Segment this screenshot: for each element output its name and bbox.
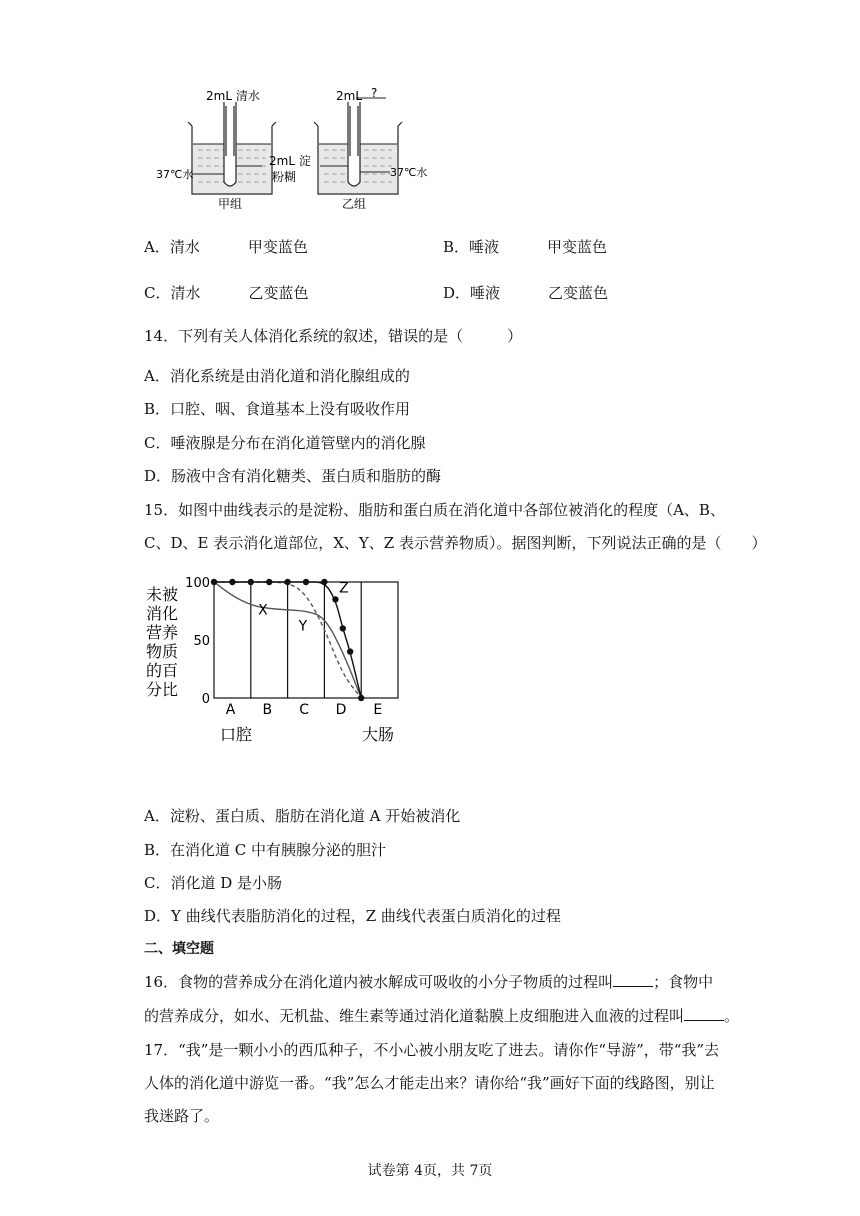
q17-line3: 我迷路了。: [144, 1107, 220, 1125]
series-point-z: [321, 579, 327, 585]
option-part-b: 乙变蓝色: [548, 284, 609, 302]
series-label-y: Y: [298, 618, 308, 635]
q14-option-c[interactable]: C．唾液腺是分布在消化道管壁内的消化腺: [144, 434, 426, 452]
page-footer: 试卷第 4页，共 7页: [367, 1163, 493, 1179]
q14-option-b[interactable]: B．口腔、咽、食道基本上没有吸收作用: [144, 400, 411, 418]
y-tick-labels: [185, 576, 210, 707]
q17-line1: 17．“我”是一颗小小的西瓜种子，不小心被小朋友吃了进去。请你作“导游”，带“我”去: [144, 1041, 720, 1059]
option-letter: D．: [443, 284, 471, 302]
plot-border: [214, 582, 398, 698]
series-point-z: [340, 625, 346, 631]
q13-option-d[interactable]: [443, 282, 608, 303]
q14-stem: 14．下列有关人体消化系统的叙述，错误的是（ ）: [144, 327, 523, 345]
series-point-z: [347, 648, 353, 654]
group-right-label: 乙组: [342, 197, 367, 211]
q15-option-c[interactable]: C．消化道 D 是小肠: [144, 874, 283, 892]
series-point-z: [266, 579, 272, 585]
test-tube-right: [348, 102, 360, 186]
q16-line2: 的营养成分，如水、无机盐、维生素等通过消化道黏膜上皮细胞进入血液的过程叫 。: [144, 1007, 740, 1025]
q17-line2: 人体的消化道中游览一番。“我”怎么才能走出来？请你给“我”画好下面的线路图，别让: [144, 1074, 715, 1092]
q13-option-b[interactable]: [443, 236, 607, 257]
series-point-z: [303, 579, 309, 585]
y-label-line: 未被: [146, 585, 179, 604]
y-tick-label: 100: [185, 576, 210, 591]
q15-option-b[interactable]: B．在消化道 C 中有胰腺分泌的胆汁: [144, 841, 387, 859]
x-tick-label: D: [335, 702, 347, 718]
chart-frame: [214, 582, 398, 698]
q15-stem-line1: 15．如图中曲线表示的是淀粉、脂肪和蛋白质在消化道中各部位被消化的程度（A、B、: [144, 501, 725, 519]
label-water-right: 37℃水: [390, 166, 428, 179]
x-label-left: 口腔: [220, 725, 253, 744]
series-label-x: X: [258, 602, 268, 619]
test-tube-left: [224, 102, 236, 186]
series-point-z: [229, 579, 235, 585]
series-point-z: [284, 579, 290, 585]
option-letter: C．: [144, 284, 171, 302]
option-part-a: 清水: [169, 238, 200, 256]
label-left-top: 2mL 清水: [206, 89, 260, 103]
y-label-line: 营养: [146, 623, 179, 642]
x-tick-label: C: [299, 702, 310, 718]
x-tick-label: A: [225, 702, 236, 718]
label-right-top-question: ?: [371, 86, 378, 100]
q15-option-a[interactable]: A．淀粉、蛋白质、脂肪在消化道 A 开始被消化: [144, 807, 461, 825]
option-part-b: 乙变蓝色: [248, 284, 309, 302]
option-part-a: 清水: [170, 284, 201, 302]
group-left-label: 甲组: [218, 197, 243, 211]
label-water-left: 37℃水: [156, 168, 194, 181]
option-part-b: 甲变蓝色: [547, 238, 608, 256]
y-label-line: 物质: [146, 642, 179, 661]
q15-stem-line2: C、D、E 表示消化道部位，X、Y、Z 表示营养物质）。据图判断，下列说法正确的是（ ）: [144, 534, 767, 552]
q13-option-c[interactable]: [144, 282, 309, 303]
section-title: 二、填空题: [144, 941, 214, 957]
label-center-2: 粉糊: [272, 170, 297, 184]
q16-blank-2[interactable]: [684, 1006, 724, 1021]
series-point-z: [211, 579, 217, 585]
q14-option-d[interactable]: D．肠液中含有消化糖类、蛋白质和脂肪的酶: [144, 467, 442, 485]
y-label-line: 的百: [146, 661, 179, 680]
option-part-b: 甲变蓝色: [247, 238, 308, 256]
x-tick-label: E: [373, 702, 383, 718]
beaker-experiment-figure: [156, 86, 440, 211]
q14-option-a[interactable]: A．消化系统是由消化道和消化腺组成的: [144, 367, 410, 385]
y-tick-label: 0: [201, 692, 210, 707]
series-point-z: [332, 596, 338, 602]
series-label-z: Z: [339, 580, 349, 597]
option-letter: A．: [144, 238, 170, 256]
x-label-right: 大肠: [362, 725, 395, 744]
y-label-line: 消化: [146, 604, 179, 623]
y-axis-label: [146, 585, 178, 699]
label-center: 2mL 淀: [269, 154, 311, 168]
x-tick-label: B: [262, 702, 273, 718]
x-tick-labels: [226, 702, 382, 718]
y-tick-label: 50: [193, 634, 210, 649]
option-part-a: 唾液: [470, 284, 501, 302]
label-right-top: 2mL: [336, 89, 363, 103]
q16-blank-1[interactable]: [613, 972, 653, 987]
y-label-line: 分比: [146, 680, 179, 699]
series-point-z: [358, 695, 364, 701]
q13-option-a[interactable]: [144, 236, 308, 257]
option-part-a: 唾液: [469, 238, 500, 256]
q15-option-d[interactable]: D．Y 曲线代表脂肪消化的过程，Z 曲线代表蛋白质消化的过程: [144, 907, 561, 925]
q16-line1: 16．食物的营养成分在消化道内被水解成可吸收的小分子物质的过程叫 ；食物中: [144, 973, 714, 991]
series-point-z: [248, 579, 254, 585]
digestion-chart: [140, 572, 420, 752]
option-letter: B．: [443, 238, 470, 256]
